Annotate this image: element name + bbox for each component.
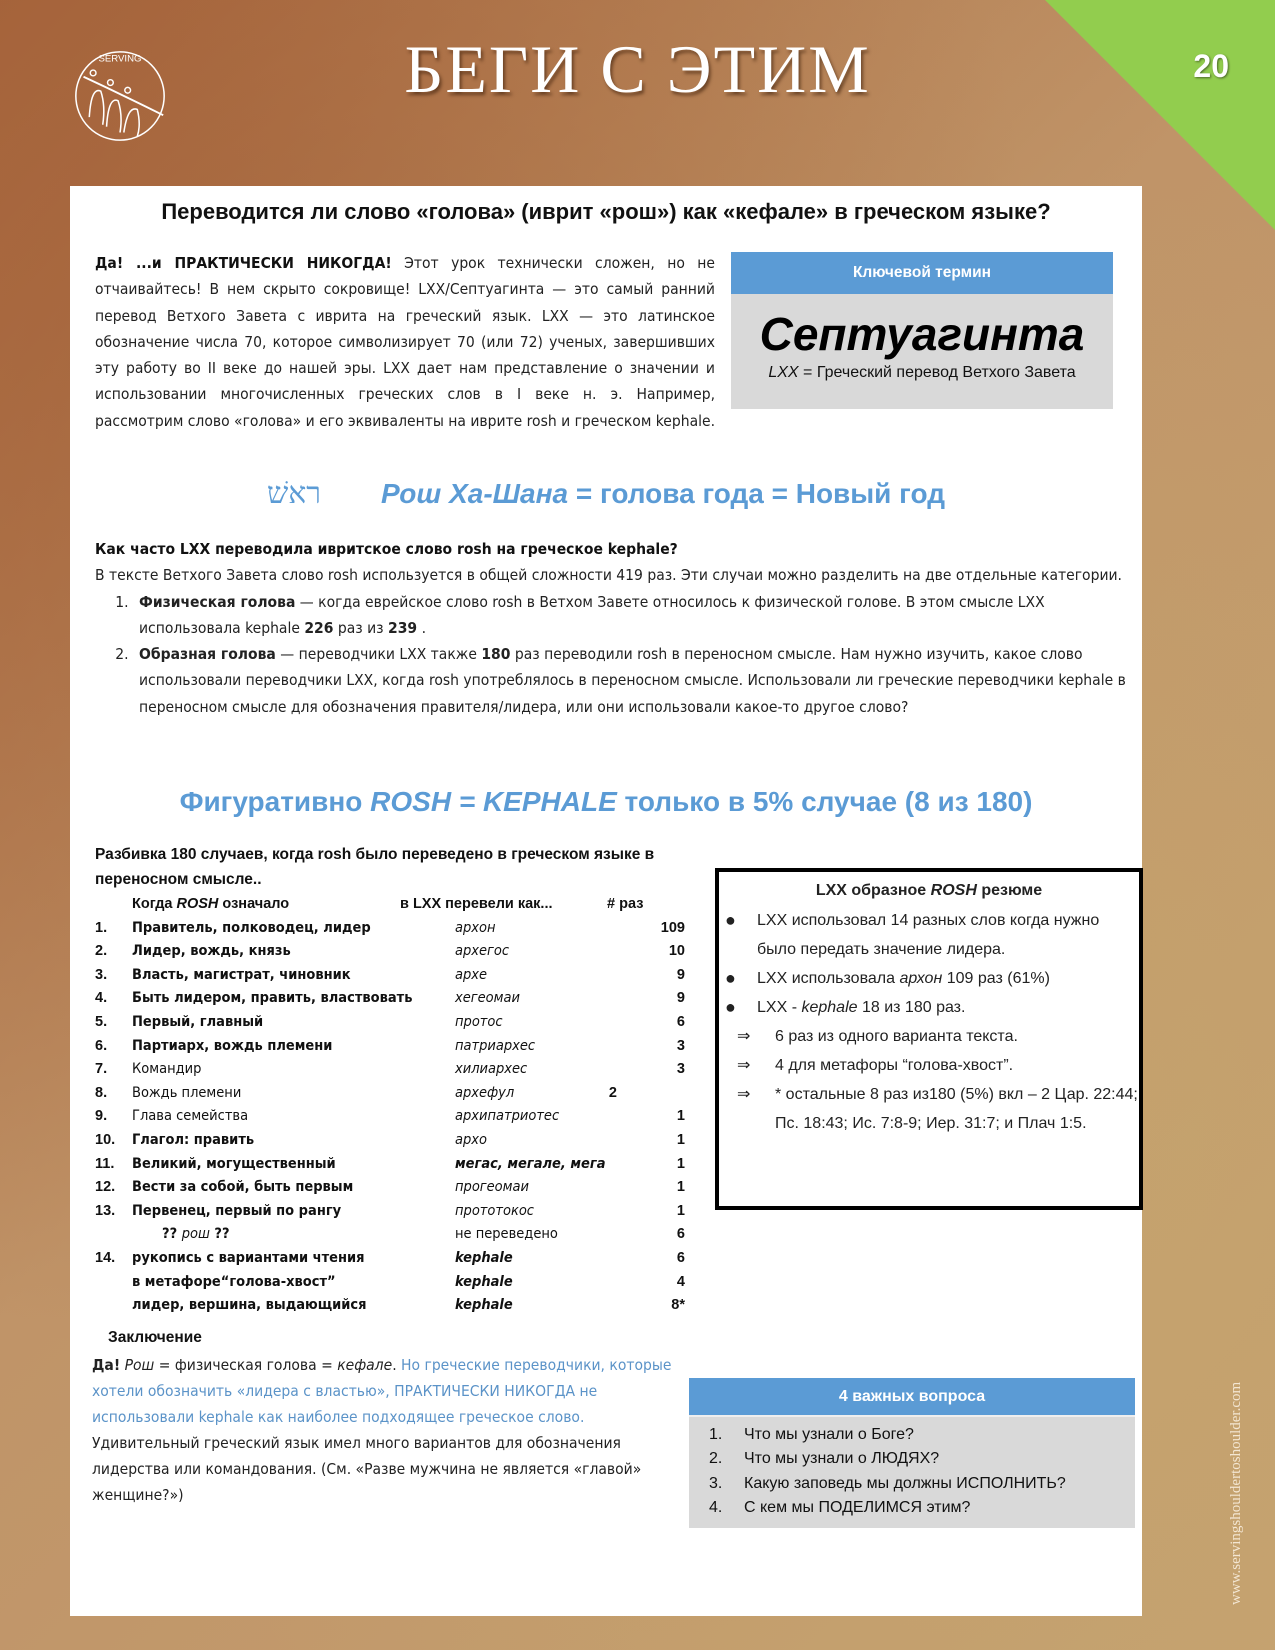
intro-lead: Да! ...и ПРАКТИЧЕСКИ НИКОГДА!: [95, 254, 392, 272]
key-term-header: Ключевой термин: [731, 252, 1113, 294]
category-item: [133, 641, 1140, 720]
key-term-box: [731, 252, 1113, 409]
category-text: — когда еврейское слово rosh в Ветхом Завете относилось к физической голове. В этом смысле LXX использовала kephale: [139, 592, 1045, 637]
questions-list: [689, 1423, 1135, 1521]
category-text: .: [417, 618, 426, 637]
question-title: Переводится ли слово «голова» (иврит «рош») как «кефале» в греческом языке?: [161, 199, 1051, 224]
category-number: 239: [388, 618, 418, 637]
table-row: [95, 1294, 685, 1318]
rosh-banner: [70, 476, 1142, 511]
bullet-italic: архон: [899, 970, 943, 987]
frequency-text: В тексте Ветхого Завета слово rosh используется в общей сложности 419 раз. Эти случаи можно разделить на две отдельные категории.: [95, 566, 1122, 585]
hebrew-rosh: ראשׁ: [267, 476, 321, 511]
row-greek: архипатриотес: [455, 1108, 560, 1125]
questions-header: 4 важных вопроса: [689, 1378, 1135, 1417]
summary-bullet: [719, 993, 1139, 1022]
bullet-text: 18 из 180 раз.: [857, 999, 966, 1016]
header-meaning-italic: ROSH: [176, 896, 219, 912]
table-row: [95, 917, 685, 941]
row-number: 11.: [95, 1155, 115, 1172]
row-count: 1: [676, 1155, 685, 1172]
summary-bullets: [719, 906, 1139, 1022]
bullet-icon: ●: [725, 910, 736, 930]
row-meaning: в метафоре“голова-хвост”: [132, 1273, 336, 1290]
arrow-right-icon: ⇒: [737, 1086, 751, 1103]
question-number: 1.: [709, 1426, 723, 1443]
category-list: [95, 589, 1140, 720]
figurative-post: только в 5% случае (8 из 180): [616, 786, 1033, 817]
bullet-italic: kephale: [801, 999, 858, 1016]
row-number: 7.: [95, 1061, 108, 1078]
conclusion-title: Заключение: [108, 1329, 202, 1346]
key-term-word: Септуагинта: [759, 308, 1085, 360]
category-title: Физическая голова: [139, 592, 296, 611]
conclusion-rest: Удивительный греческий язык имел много вариантов для обозначения лидерства или командования. (См. «Разве мужчина не является «главой» женщине?»): [92, 1434, 642, 1504]
table-row: [95, 1153, 685, 1177]
row-number: 6.: [95, 1037, 108, 1054]
rosh-hashana: Рош Ха-Шана: [380, 478, 569, 509]
conclusion-paragraph: [92, 1352, 692, 1508]
summary-bullet: [719, 906, 1139, 964]
sub-item-text: * остальные 8 раз из180 (5%) вкл – 2 Цар. 22:44; Пс. 18:43; Ис. 7:8-9; Иер. 31:7; и Плач 1:5.: [775, 1086, 1138, 1132]
figurative-pre: Фигуративно: [179, 786, 371, 817]
table-header: [95, 893, 685, 917]
row-count: 6: [676, 1226, 685, 1243]
rosh-banner-rest: = голова года = Новый год: [568, 478, 945, 509]
row-count: 1: [676, 1179, 685, 1196]
row-count: 3: [676, 1061, 685, 1078]
intro-paragraph: [95, 250, 715, 434]
table-row: [95, 1200, 685, 1224]
header-meaning: [132, 893, 289, 917]
summary-title-italic: ROSH: [930, 882, 977, 899]
conclusion-highlight: Но греческие переводчики, которые хотели обозначить «лидера с властью», ПРАКТИЧЕСКИ НИКОГДА не использовали kephale как наиболее подходящее греческое слово.: [92, 1356, 672, 1426]
question-item: [689, 1447, 1135, 1471]
question-text: С кем мы ПОДЕЛИМСЯ этим?: [744, 1499, 971, 1517]
category-item: [133, 589, 1140, 642]
category-text: раз переводили rosh в переносном смысле. Нам нужно изучить, какое слово использовали переводчики LXX, когда rosh употреблялось в переносном смысле. Использовали ли греческие переводчики kephale в переносном смысле для обозначения правителя/лидера, или они использовали какое-то другое слово?: [139, 645, 1126, 716]
table-row: [95, 1058, 685, 1082]
question-text: Что мы узнали о Боге?: [744, 1426, 914, 1443]
table-row: [95, 987, 685, 1011]
summary-sub-item: [719, 1051, 1139, 1080]
arrow-right-icon: ⇒: [737, 1057, 751, 1074]
row-meaning: Партиарх, вождь племени: [132, 1037, 333, 1054]
row-greek: прогеомаи: [455, 1179, 529, 1196]
website-url: www.servingshouldertoshoulder.com: [1228, 1381, 1244, 1605]
category-text: раз из: [333, 618, 389, 637]
table-body: [95, 917, 685, 1318]
figurative-banner: [70, 786, 1142, 818]
conclusion-da: Да!: [92, 1356, 121, 1374]
summary-title: [719, 882, 1139, 900]
row-number: 14.: [95, 1249, 116, 1266]
row-meaning: Правитель, полководец, лидер: [132, 919, 371, 936]
row-count: 6: [676, 1249, 685, 1266]
row-number: 12.: [95, 1179, 116, 1196]
bullet-text: LXX использовал 14 разных слов когда нужно было передать значение лидера.: [757, 912, 1100, 958]
row-greek: патриархес: [455, 1037, 536, 1054]
row-count: 3: [676, 1037, 685, 1054]
frequency-section: [95, 536, 1140, 720]
row-count: 6: [676, 1013, 685, 1030]
row-greek: архе: [455, 966, 488, 983]
breakdown-table: [95, 893, 685, 1318]
table-row: [95, 940, 685, 964]
row-meaning: Власть, магистрат, чиновник: [132, 966, 351, 983]
row-meaning: рукопись с вариантами чтения: [132, 1249, 365, 1266]
category-title: Образная голова: [139, 645, 276, 664]
conclusion-rosh: Рош: [120, 1356, 155, 1374]
table-row: [95, 1105, 685, 1129]
figurative-italic: ROSH = KEPHALE: [370, 786, 617, 817]
conclusion-dot: .: [392, 1356, 402, 1374]
row-number: 13.: [95, 1202, 116, 1219]
bullet-text: LXX использовала: [757, 970, 900, 987]
table-row: [95, 964, 685, 988]
row-meaning: Командир: [132, 1061, 202, 1078]
row-count: 10: [668, 943, 685, 960]
row-count: 1: [676, 1108, 685, 1125]
row-number: 9.: [95, 1108, 108, 1125]
row-meaning: [162, 1223, 230, 1247]
row-greek: мегас, мегале, мега: [455, 1155, 606, 1172]
row-number: 3.: [95, 966, 108, 983]
row-number: 8.: [95, 1084, 108, 1101]
row-meaning: лидер, вершина, выдающийся: [132, 1297, 367, 1314]
header-count: # раз: [607, 896, 644, 912]
row-meaning: Вождь племени: [132, 1084, 242, 1101]
question-text: Какую заповедь мы должны ИСПОЛНИТЬ?: [744, 1474, 1066, 1492]
table-row: [95, 1176, 685, 1200]
breakdown-intro: Разбивка 180 случаев, когда rosh было переведено в греческом языке в переносном смысле..: [95, 846, 655, 888]
key-term-abbr: LXX: [768, 364, 799, 381]
row-count: 2: [608, 1084, 617, 1101]
question-number: 3.: [709, 1474, 723, 1492]
bullet-icon: ●: [725, 997, 736, 1017]
conclusion-kefale: кефале: [337, 1356, 393, 1374]
row-count: 9: [676, 966, 685, 983]
key-term-definition: [731, 364, 1113, 382]
category-number: 226: [304, 618, 334, 637]
question-text: Что мы узнали о ЛЮДЯХ?: [744, 1450, 940, 1468]
question-item: [689, 1423, 1135, 1447]
row-greek: архо: [455, 1131, 487, 1148]
category-text: — переводчики LXX также: [275, 645, 482, 664]
row-greek: протос: [455, 1013, 503, 1030]
row-count: 109: [660, 919, 685, 936]
bullet-text: LXX -: [757, 999, 802, 1016]
row-greek: kephale: [455, 1273, 513, 1290]
table-row: [95, 1223, 685, 1247]
table-row: [95, 1035, 685, 1059]
row-meaning: Первый, главный: [132, 1013, 264, 1030]
row-meaning: Глава семейства: [132, 1108, 249, 1125]
row-count: 4: [676, 1273, 685, 1290]
conclusion-mid: = физическая голова =: [154, 1356, 338, 1374]
lxx-summary-box: [715, 868, 1143, 1210]
question-number: 4.: [709, 1499, 723, 1517]
key-term-def-text: = Греческий перевод Ветхого Завета: [798, 364, 1076, 381]
table-row: [95, 1247, 685, 1271]
table-row: [95, 1271, 685, 1295]
row-number: 2.: [95, 943, 108, 960]
row-greek: хилиархес: [455, 1061, 528, 1078]
bullet-text: 109 раз (61%): [942, 970, 1050, 987]
sub-item-text: 6 раз из одного варианта текста.: [775, 1028, 1018, 1045]
content-panel: [70, 186, 1142, 1616]
sub-item-text: 4 для метафоры “голова-хвост”.: [775, 1057, 1014, 1074]
four-questions-box: [689, 1378, 1135, 1528]
row-greek: хегеомаи: [455, 990, 520, 1007]
row-count: 1: [676, 1131, 685, 1148]
row-greek: прототокос: [455, 1202, 534, 1219]
row-number: 1.: [95, 919, 108, 936]
logo-text: SERVING: [98, 53, 142, 65]
table-row: [95, 1082, 685, 1106]
summary-title-pre: LXX образное: [815, 882, 931, 899]
row-meaning: Лидер, вождь, князь: [132, 943, 291, 960]
row-number: 10.: [95, 1131, 116, 1148]
summary-sub-item: [719, 1080, 1139, 1138]
bullet-icon: ●: [725, 968, 736, 988]
intro-text: Этот урок технически сложен, но не отчаивайтесь! В нем скрыто сокровище! LXX/Септуагинта — это самый ранний перевод Ветхого Завета с иврита на греческий язык. LXX — это латинское обозначение числа 70, которое символизирует 70 (или 72) ученых, завершивших эту работу во II веке до нашей эры. LXX дает нам представление о значении и использовании многочисленных греческих слов в I веке н. э. Например, рассмотрим слово «голова» и его эквиваленты на иврите rosh и греческом kephale.: [95, 254, 716, 430]
header-title: БЕГИ С ЭТИМ: [404, 31, 871, 107]
header-meaning-pre: Когда: [132, 896, 177, 912]
frequency-question: Как часто LXX переводила ивритское слово rosh на греческое kephale?: [95, 540, 678, 558]
summary-title-post: резюме: [976, 882, 1043, 899]
row-count: 9: [676, 990, 685, 1007]
row-count: 8*: [671, 1297, 685, 1314]
page-number: 20: [1193, 48, 1229, 84]
summary-sub-item: [719, 1022, 1139, 1051]
question-item: [689, 1496, 1135, 1520]
category-number: 180: [481, 645, 511, 664]
row-greek: архон: [455, 919, 496, 936]
table-row: [95, 1129, 685, 1153]
row-greek: архегос: [455, 943, 510, 960]
row-meaning-part: ??: [162, 1226, 182, 1243]
row-meaning: Быть лидером, править, властвовать: [132, 990, 413, 1007]
row-meaning-italic: рош: [181, 1226, 210, 1243]
row-meaning: Вести за собой, быть первым: [132, 1179, 354, 1196]
row-meaning-part: ??: [209, 1226, 230, 1243]
header-greek: в LXX перевели как...: [400, 896, 553, 912]
row-number: 5.: [95, 1013, 108, 1030]
row-greek: kephale: [455, 1297, 513, 1314]
arrow-right-icon: ⇒: [737, 1028, 751, 1045]
summary-bullet: [719, 964, 1139, 993]
question-number: 2.: [709, 1450, 723, 1468]
row-greek: не переведено: [455, 1226, 558, 1243]
table-row: [95, 1011, 685, 1035]
row-meaning: Глагол: править: [132, 1131, 255, 1148]
row-greek: kephale: [455, 1249, 513, 1266]
row-meaning: Великий, могущественный: [132, 1155, 336, 1172]
question-item: [689, 1472, 1135, 1496]
row-meaning: Первенец, первый по рангу: [132, 1202, 342, 1219]
row-number: 4.: [95, 990, 108, 1007]
row-count: 1: [676, 1202, 685, 1219]
row-greek: архефул: [455, 1084, 515, 1101]
header-meaning-post: означало: [218, 896, 290, 912]
